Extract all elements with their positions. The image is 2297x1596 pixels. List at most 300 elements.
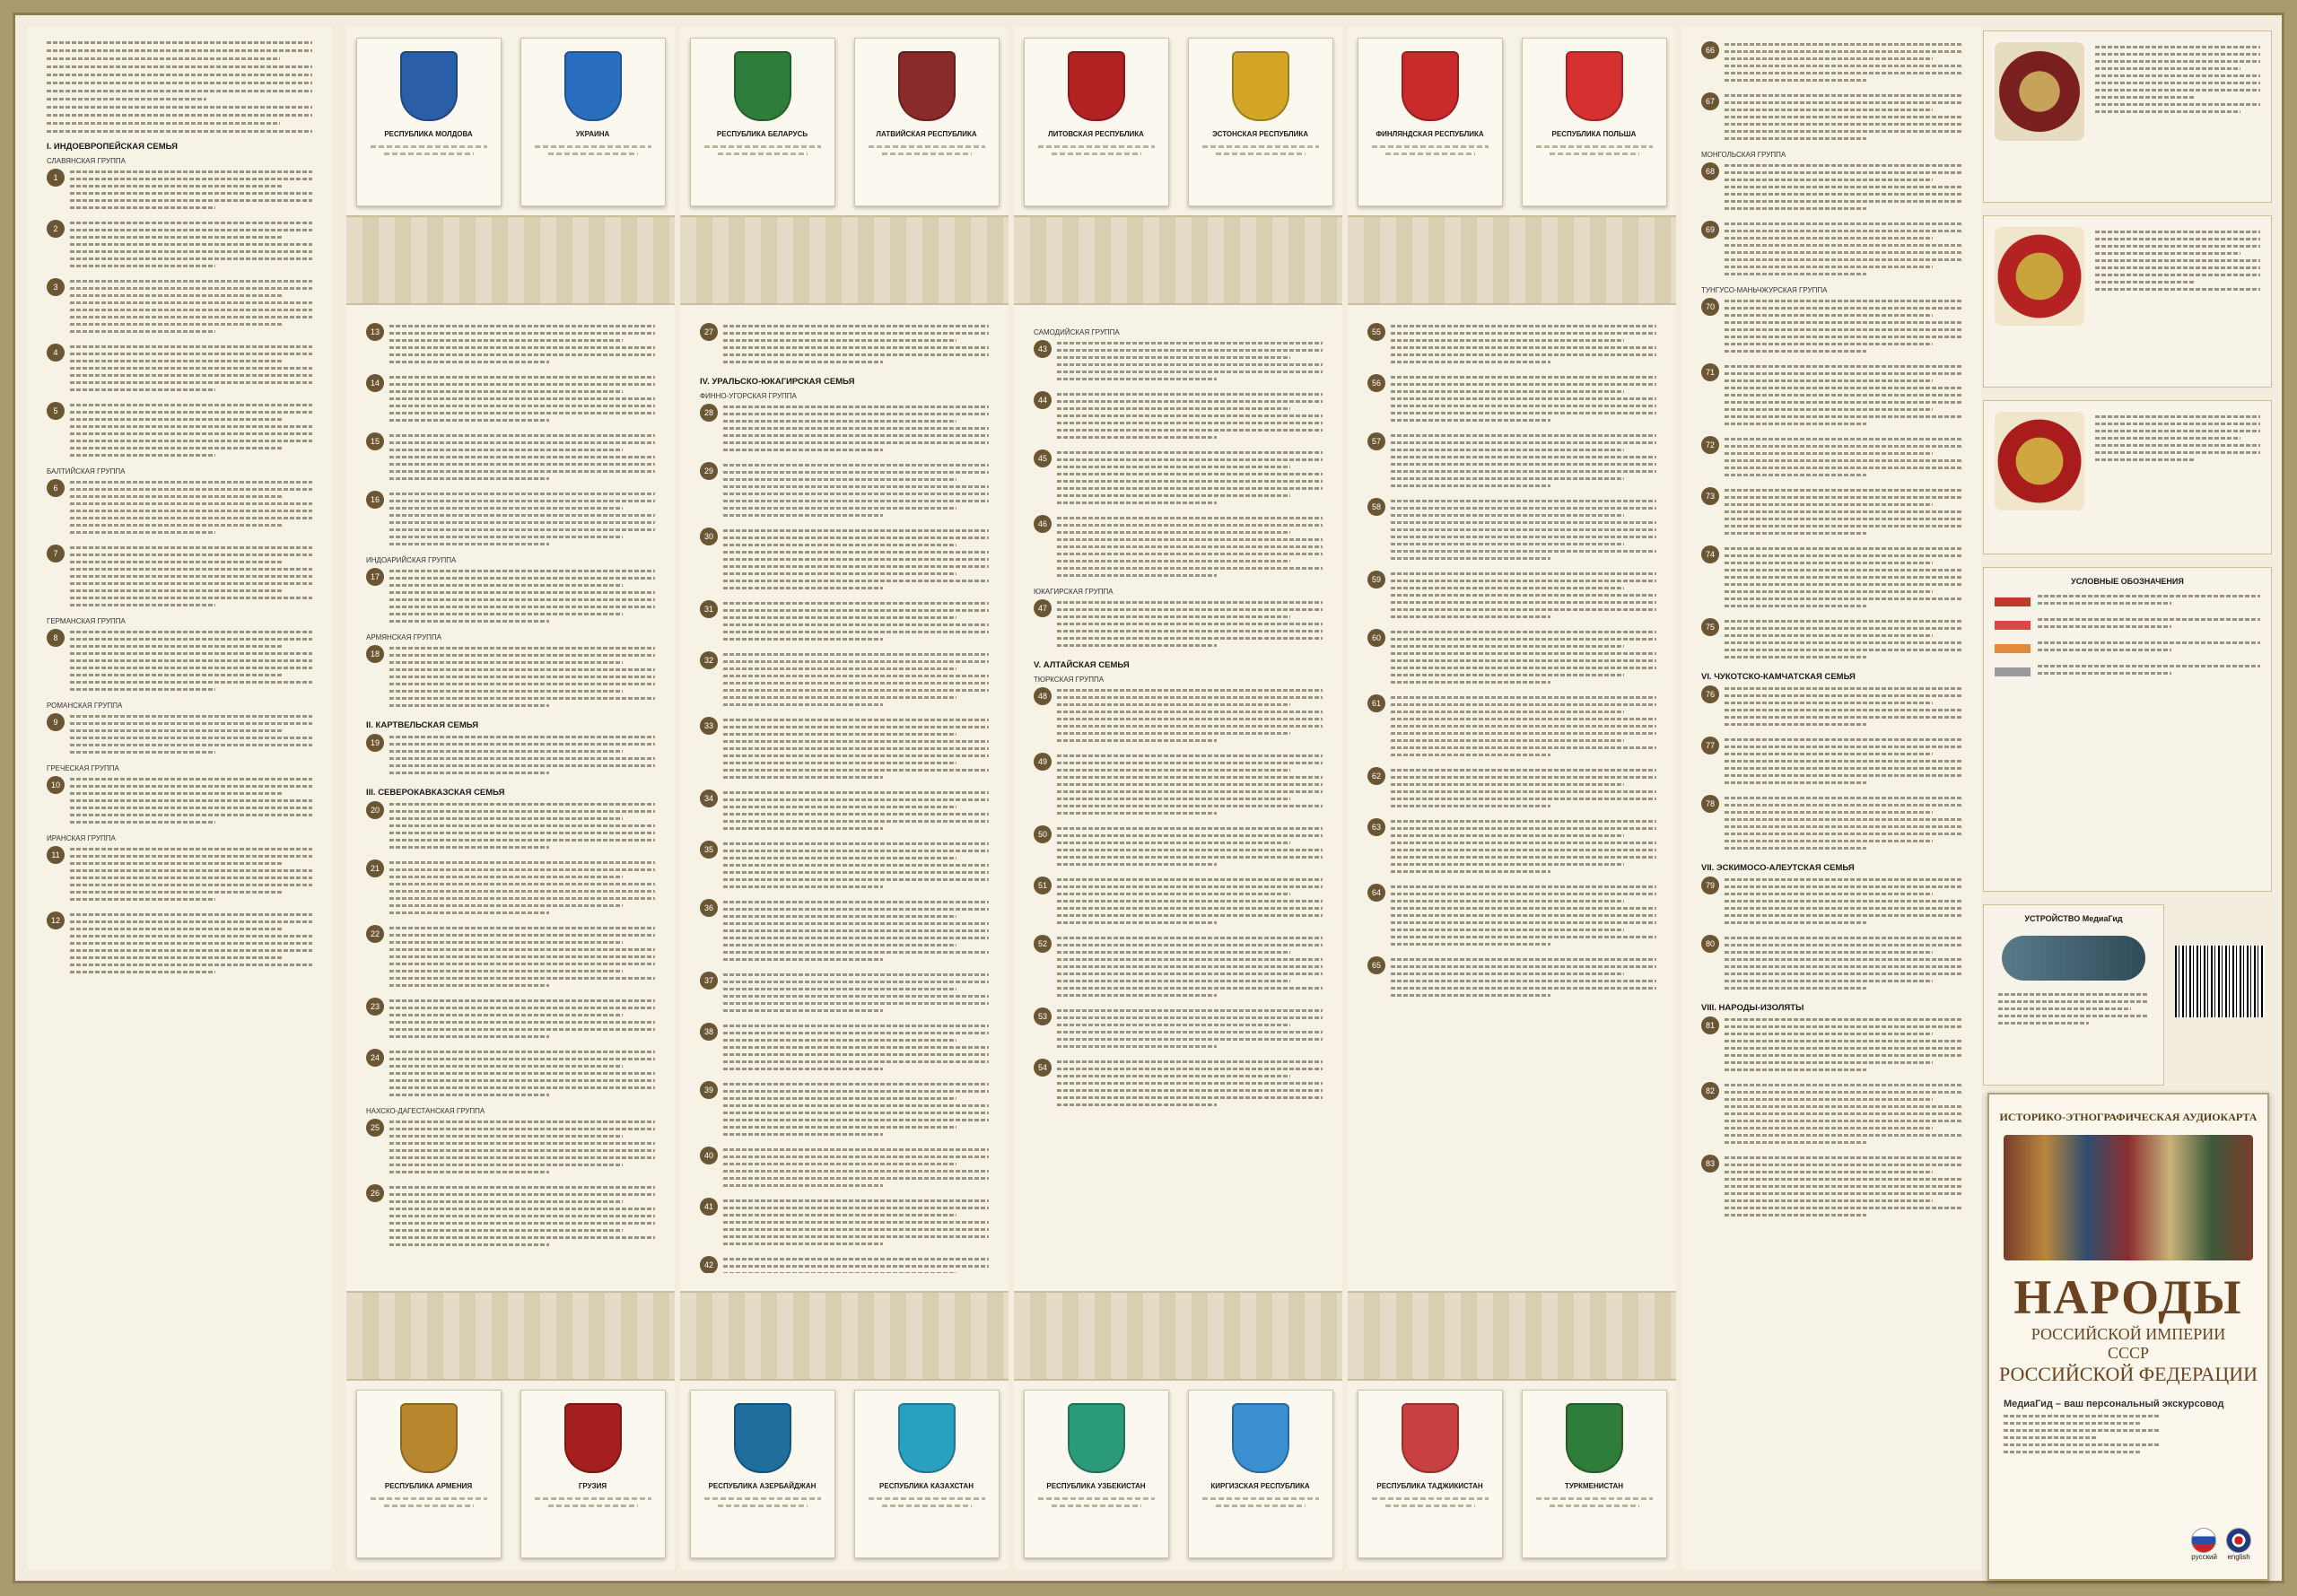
rf-emblem bbox=[1995, 412, 2084, 510]
group-heading: САМОДИЙСКАЯ ГРУППА bbox=[1034, 328, 1120, 336]
people-entry bbox=[47, 629, 312, 695]
people-number-marker[interactable]: 41 bbox=[700, 1198, 718, 1216]
people-number-marker[interactable]: 23 bbox=[366, 998, 384, 1016]
people-number-marker[interactable]: 76 bbox=[1701, 685, 1719, 703]
people-entry bbox=[47, 776, 312, 828]
people-number-marker[interactable]: 22 bbox=[366, 925, 384, 943]
people-entry bbox=[1034, 340, 1323, 385]
state-card[interactable] bbox=[520, 38, 666, 206]
people-number-marker[interactable]: 61 bbox=[1367, 694, 1385, 712]
legend-item bbox=[1995, 641, 2260, 656]
people-entry bbox=[1367, 956, 1656, 1001]
people-number-marker[interactable]: 21 bbox=[366, 859, 384, 877]
people-entry bbox=[700, 323, 989, 368]
cover-top-text: ИСТОРИКО-ЭТНОГРАФИЧЕСКАЯ АУДИОКАРТА bbox=[1999, 1111, 2258, 1123]
cover-subtitle-1: РОССИЙСКОЙ ИМПЕРИИ bbox=[2031, 1325, 2226, 1343]
state-card[interactable] bbox=[854, 1390, 1000, 1558]
state-name: КИРГИЗСКАЯ РЕСПУБЛИКА bbox=[1210, 1482, 1310, 1490]
group-heading: ИРАНСКАЯ ГРУППА bbox=[47, 834, 116, 842]
column-text bbox=[366, 323, 655, 1273]
section-heading: VIII. НАРОДЫ-ИЗОЛЯТЫ bbox=[1701, 1003, 1804, 1013]
people-entry bbox=[1701, 221, 1961, 280]
people-number-marker[interactable]: 49 bbox=[1034, 753, 1052, 771]
people-entry bbox=[366, 432, 655, 484]
people-entry bbox=[1701, 795, 1961, 854]
column-text bbox=[1367, 323, 1656, 1273]
people-number-marker[interactable]: 28 bbox=[700, 404, 718, 422]
people-entry bbox=[1367, 571, 1656, 623]
section-heading: II. КАРТВЕЛЬСКАЯ СЕМЬЯ bbox=[366, 720, 479, 730]
people-entry bbox=[47, 402, 312, 461]
people-number-marker[interactable]: 25 bbox=[366, 1119, 384, 1137]
state-emblem bbox=[1068, 1403, 1125, 1473]
legend-swatch bbox=[1995, 644, 2031, 653]
people-number-marker[interactable]: 82 bbox=[1701, 1082, 1719, 1100]
ornament-band bbox=[1014, 215, 1342, 305]
people-number-marker[interactable]: 9 bbox=[47, 713, 65, 731]
people-number-marker[interactable]: 10 bbox=[47, 776, 65, 794]
people-entry bbox=[1701, 1155, 1961, 1221]
people-number-marker[interactable]: 48 bbox=[1034, 687, 1052, 705]
people-number-marker[interactable]: 1 bbox=[47, 169, 65, 187]
legend-panel bbox=[1983, 567, 2272, 892]
state-card[interactable] bbox=[690, 38, 835, 206]
cards-top bbox=[346, 34, 675, 210]
people-number-marker[interactable]: 54 bbox=[1034, 1059, 1052, 1077]
people-number-marker[interactable]: 66 bbox=[1701, 41, 1719, 59]
people-number-marker[interactable]: 33 bbox=[700, 717, 718, 735]
people-entry bbox=[1367, 323, 1656, 368]
empire-emblem bbox=[1995, 42, 2084, 141]
people-entry bbox=[700, 404, 989, 456]
state-name: ГРУЗИЯ bbox=[578, 1482, 607, 1490]
device-title: УСТРОЙСТВО МедиаГид bbox=[2024, 914, 2123, 923]
people-entry bbox=[700, 899, 989, 965]
people-number-marker[interactable]: 37 bbox=[700, 972, 718, 990]
state-name: РЕСПУБЛИКА МОЛДОВА bbox=[384, 130, 473, 138]
people-number-marker[interactable]: 53 bbox=[1034, 1007, 1052, 1025]
state-card[interactable] bbox=[1024, 1390, 1169, 1558]
state-card[interactable] bbox=[1188, 1390, 1333, 1558]
people-entry bbox=[366, 374, 655, 426]
group-heading: БАЛТИЙСКАЯ ГРУППА bbox=[47, 467, 126, 475]
people-entry bbox=[700, 789, 989, 834]
people-number-marker[interactable]: 15 bbox=[366, 432, 384, 450]
cards-bottom bbox=[680, 1386, 1009, 1562]
people-entry bbox=[366, 859, 655, 919]
map-sheet bbox=[13, 13, 2284, 1583]
section-heading: IV. УРАЛЬСКО-ЮКАГИРСКАЯ СЕМЬЯ bbox=[700, 377, 855, 387]
state-emblem bbox=[734, 51, 791, 121]
people-number-marker[interactable]: 36 bbox=[700, 899, 718, 917]
state-name: ЛИТОВСКАЯ РЕСПУБЛИКА bbox=[1048, 130, 1144, 138]
column-3 bbox=[1014, 27, 1342, 1569]
people-entry bbox=[700, 1147, 989, 1191]
people-entry bbox=[1367, 694, 1656, 761]
people-number-marker[interactable]: 68 bbox=[1701, 162, 1719, 180]
people-entry bbox=[700, 841, 989, 893]
legend-swatch bbox=[1995, 621, 2031, 630]
people-number-marker[interactable]: 50 bbox=[1034, 825, 1052, 843]
people-entry bbox=[700, 462, 989, 521]
people-number-marker[interactable]: 52 bbox=[1034, 935, 1052, 953]
people-entry bbox=[1034, 687, 1323, 746]
people-entry bbox=[1034, 1059, 1323, 1111]
people-entry bbox=[700, 1023, 989, 1075]
state-emblem bbox=[1068, 51, 1125, 121]
people-entry bbox=[1034, 935, 1323, 1001]
state-emblem bbox=[1232, 51, 1289, 121]
people-entry bbox=[700, 717, 989, 783]
people-entry bbox=[1701, 1016, 1961, 1076]
cover-subtitle-2: СССР bbox=[2107, 1344, 2150, 1362]
people-entry bbox=[47, 713, 312, 758]
people-number-marker[interactable]: 57 bbox=[1367, 432, 1385, 450]
people-entry bbox=[47, 911, 312, 978]
people-entry bbox=[700, 972, 989, 1016]
group-heading: НАХСКО-ДАГЕСТАНСКАЯ ГРУППА bbox=[366, 1107, 485, 1115]
column-text bbox=[700, 323, 989, 1273]
state-card[interactable] bbox=[1024, 38, 1169, 206]
state-emblem bbox=[400, 51, 458, 121]
people-entry bbox=[366, 568, 655, 627]
group-heading: ФИННО-УГОРСКАЯ ГРУППА bbox=[700, 392, 797, 400]
people-entry bbox=[47, 846, 312, 905]
state-name: РЕСПУБЛИКА ПОЛЬША bbox=[1551, 130, 1637, 138]
people-entry bbox=[1367, 818, 1656, 877]
people-number-marker[interactable]: 46 bbox=[1034, 515, 1052, 533]
people-number-marker[interactable]: 27 bbox=[700, 323, 718, 341]
people-number-marker[interactable]: 17 bbox=[366, 568, 384, 586]
cover-media-heading: МедиаГид – ваш персональный экскурсовод bbox=[2004, 1399, 2224, 1409]
state-emblem bbox=[898, 1403, 956, 1473]
people-number-marker[interactable]: 47 bbox=[1034, 599, 1052, 617]
people-number-marker[interactable]: 77 bbox=[1701, 737, 1719, 754]
people-number-marker[interactable]: 34 bbox=[700, 789, 718, 807]
device-panel bbox=[1983, 904, 2164, 1086]
state-emblem bbox=[734, 1403, 791, 1473]
people-entry bbox=[1701, 545, 1961, 612]
people-number-marker[interactable]: 73 bbox=[1701, 487, 1719, 505]
people-number-marker[interactable]: 63 bbox=[1367, 818, 1385, 836]
people-entry bbox=[1701, 92, 1961, 144]
people-number-marker[interactable]: 43 bbox=[1034, 340, 1052, 358]
group-heading: ЮКАГИРСКАЯ ГРУППА bbox=[1034, 588, 1114, 596]
people-number-marker[interactable]: 83 bbox=[1701, 1155, 1719, 1173]
cards-top bbox=[1348, 34, 1676, 210]
group-heading: РОМАНСКАЯ ГРУППА bbox=[47, 702, 123, 710]
state-emblem bbox=[898, 51, 956, 121]
group-heading: МОНГОЛЬСКАЯ ГРУППА bbox=[1701, 151, 1786, 159]
column-1 bbox=[346, 27, 675, 1569]
people-entry bbox=[700, 1081, 989, 1140]
people-number-marker[interactable]: 70 bbox=[1701, 298, 1719, 316]
cover-title: НАРОДЫ bbox=[2013, 1270, 2243, 1324]
people-number-marker[interactable]: 35 bbox=[700, 841, 718, 859]
state-card[interactable] bbox=[1188, 38, 1333, 206]
cover-subtitle-3: РОССИЙСКОЙ ФЕДЕРАЦИИ bbox=[1998, 1363, 2258, 1385]
people-entry bbox=[47, 479, 312, 538]
people-entry bbox=[1701, 876, 1961, 929]
people-number-marker[interactable]: 2 bbox=[47, 220, 65, 238]
people-entry bbox=[1367, 498, 1656, 564]
people-entry bbox=[366, 323, 655, 368]
cards-bottom bbox=[1348, 1386, 1676, 1562]
people-entry bbox=[700, 1256, 989, 1273]
state-card[interactable] bbox=[1358, 38, 1503, 206]
state-emblem bbox=[1402, 51, 1459, 121]
people-entry bbox=[47, 545, 312, 611]
russian-flag-icon[interactable] bbox=[2191, 1528, 2216, 1553]
people-number-marker[interactable]: 38 bbox=[700, 1023, 718, 1041]
people-entry bbox=[366, 734, 655, 779]
state-card[interactable] bbox=[356, 1390, 502, 1558]
people-entry bbox=[1701, 737, 1961, 789]
people-number-marker[interactable]: 51 bbox=[1034, 876, 1052, 894]
people-entry bbox=[700, 600, 989, 645]
group-heading: СЛАВЯНСКАЯ ГРУППА bbox=[47, 157, 126, 165]
state-card[interactable] bbox=[1522, 1390, 1667, 1558]
cards-bottom bbox=[346, 1386, 675, 1562]
people-entry bbox=[1034, 449, 1323, 509]
people-entry bbox=[1034, 1007, 1323, 1052]
people-number-marker[interactable]: 19 bbox=[366, 734, 384, 752]
state-name: РЕСПУБЛИКА АЗЕРБАЙДЖАН bbox=[708, 1482, 817, 1490]
people-entry bbox=[1701, 363, 1961, 430]
people-entry bbox=[1701, 162, 1961, 214]
state-name: ТУРКМЕНИСТАН bbox=[1564, 1482, 1624, 1490]
section-heading: VI. ЧУКОТСКО-КАМЧАТСКАЯ СЕМЬЯ bbox=[1701, 672, 1856, 682]
group-heading: ГРЕЧЕСКАЯ ГРУППА bbox=[47, 764, 119, 772]
people-entry bbox=[366, 1184, 655, 1251]
cards-bottom bbox=[1014, 1386, 1342, 1562]
people-entry bbox=[1701, 41, 1961, 86]
people-number-marker[interactable]: 72 bbox=[1701, 436, 1719, 454]
people-entry bbox=[47, 278, 312, 337]
legend-item bbox=[1995, 618, 2260, 632]
people-entry bbox=[1367, 767, 1656, 812]
people-entry bbox=[366, 645, 655, 711]
people-entry bbox=[1034, 876, 1323, 929]
people-entry bbox=[366, 925, 655, 991]
group-heading: АРМЯНСКАЯ ГРУППА bbox=[366, 633, 441, 641]
people-entry bbox=[1034, 515, 1323, 581]
state-name: ЛАТВИЙСКАЯ РЕСПУБЛИКА bbox=[876, 130, 977, 138]
people-number-marker[interactable]: 4 bbox=[47, 344, 65, 362]
ornament-band bbox=[1348, 215, 1676, 305]
people-number-marker[interactable]: 14 bbox=[366, 374, 384, 392]
people-entry bbox=[700, 1198, 989, 1250]
people-number-marker[interactable]: 31 bbox=[700, 600, 718, 618]
people-number-marker[interactable]: 16 bbox=[366, 491, 384, 509]
people-number-marker[interactable]: 67 bbox=[1701, 92, 1719, 110]
legend-item bbox=[1995, 595, 2260, 609]
state-name: РЕСПУБЛИКА БЕЛАРУСЬ bbox=[716, 130, 808, 138]
people-number-marker[interactable]: 81 bbox=[1701, 1016, 1719, 1034]
english-flag-icon[interactable] bbox=[2226, 1528, 2251, 1553]
people-entry bbox=[366, 801, 655, 853]
people-entry bbox=[366, 491, 655, 550]
group-heading: ТУНГУСО-МАНЬЧЖУРСКАЯ ГРУППА bbox=[1701, 286, 1828, 294]
lang-label-en: english bbox=[2227, 1553, 2250, 1561]
people-entry bbox=[1367, 629, 1656, 688]
people-number-marker[interactable]: 39 bbox=[700, 1081, 718, 1099]
people-number-marker[interactable]: 78 bbox=[1701, 795, 1719, 813]
state-name: РЕСПУБЛИКА ТАДЖИКИСТАН bbox=[1376, 1482, 1483, 1490]
column-5 bbox=[1681, 27, 1981, 1569]
people-number-marker[interactable]: 60 bbox=[1367, 629, 1385, 647]
state-card[interactable] bbox=[1358, 1390, 1503, 1558]
people-number-marker[interactable]: 20 bbox=[366, 801, 384, 819]
state-card[interactable] bbox=[356, 38, 502, 206]
people-entry bbox=[1701, 436, 1961, 481]
people-number-marker[interactable]: 58 bbox=[1367, 498, 1385, 516]
people-entry bbox=[366, 1049, 655, 1101]
group-heading: ТЮРКСКАЯ ГРУППА bbox=[1034, 676, 1105, 684]
barcode bbox=[2175, 946, 2265, 1017]
state-emblem bbox=[1402, 1403, 1459, 1473]
state-name: РЕСПУБЛИКА АРМЕНИЯ bbox=[384, 1482, 473, 1490]
people-number-marker[interactable]: 65 bbox=[1367, 956, 1385, 974]
people-entry bbox=[1701, 1082, 1961, 1148]
legend-item bbox=[1995, 665, 2260, 679]
legend-title: УСЛОВНЫЕ ОБОЗНАЧЕНИЯ bbox=[2071, 577, 2184, 586]
state-emblem bbox=[564, 1403, 622, 1473]
legend-rows bbox=[1984, 595, 2271, 679]
column-2 bbox=[680, 27, 1009, 1569]
state-card[interactable] bbox=[854, 38, 1000, 206]
lang-label-ru: русский bbox=[2191, 1553, 2217, 1561]
people-number-marker[interactable]: 74 bbox=[1701, 545, 1719, 563]
state-emblem bbox=[1566, 51, 1623, 121]
ornament-band bbox=[680, 215, 1009, 305]
cover-people-illustration bbox=[2004, 1135, 2253, 1260]
state-emblem bbox=[1566, 1403, 1623, 1473]
group-heading: ИНДОАРИЙСКАЯ ГРУППА bbox=[366, 556, 457, 564]
people-entry bbox=[1701, 487, 1961, 539]
people-entry bbox=[1034, 753, 1323, 819]
people-number-marker[interactable]: 7 bbox=[47, 545, 65, 563]
people-entry bbox=[700, 528, 989, 594]
people-number-marker[interactable]: 18 bbox=[366, 645, 384, 663]
rf-panel bbox=[1983, 400, 2272, 554]
people-number-marker[interactable]: 29 bbox=[700, 462, 718, 480]
column-intro bbox=[27, 27, 332, 1569]
people-entry bbox=[47, 220, 312, 272]
legend-swatch bbox=[1995, 597, 2031, 606]
legend-swatch bbox=[1995, 667, 2031, 676]
people-number-marker[interactable]: 8 bbox=[47, 629, 65, 647]
people-number-marker[interactable]: 3 bbox=[47, 278, 65, 296]
people-number-marker[interactable]: 80 bbox=[1701, 935, 1719, 953]
people-entry bbox=[1034, 825, 1323, 870]
ussr-panel bbox=[1983, 215, 2272, 388]
ornament-band bbox=[346, 215, 675, 305]
people-number-marker[interactable]: 79 bbox=[1701, 876, 1719, 894]
people-entry bbox=[47, 169, 312, 214]
people-entry bbox=[1034, 391, 1323, 443]
people-entry bbox=[700, 651, 989, 711]
column-4 bbox=[1348, 27, 1676, 1569]
people-entry bbox=[1701, 935, 1961, 994]
people-entry bbox=[1367, 432, 1656, 492]
cards-top bbox=[680, 34, 1009, 210]
people-number-marker[interactable]: 26 bbox=[366, 1184, 384, 1202]
intro-text bbox=[47, 41, 312, 1555]
section-heading: I. ИНДОЕВРОПЕЙСКАЯ СЕМЬЯ bbox=[47, 142, 178, 152]
state-emblem bbox=[564, 51, 622, 121]
state-emblem bbox=[1232, 1403, 1289, 1473]
people-entry bbox=[366, 1119, 655, 1178]
people-number-marker[interactable]: 45 bbox=[1034, 449, 1052, 467]
group-heading: ГЕРМАНСКАЯ ГРУППА bbox=[47, 617, 126, 625]
column-text bbox=[1034, 323, 1323, 1273]
people-number-marker[interactable]: 69 bbox=[1701, 221, 1719, 239]
language-flags bbox=[2191, 1528, 2251, 1561]
people-number-marker[interactable]: 71 bbox=[1701, 363, 1719, 381]
people-entry bbox=[47, 344, 312, 396]
people-entry bbox=[1701, 618, 1961, 663]
ornament-band bbox=[1014, 1291, 1342, 1381]
state-card[interactable] bbox=[690, 1390, 835, 1558]
state-card[interactable] bbox=[1522, 38, 1667, 206]
state-name: ФИНЛЯНДСКАЯ РЕСПУБЛИКА bbox=[1376, 130, 1484, 138]
people-number-marker[interactable]: 5 bbox=[47, 402, 65, 420]
device-image bbox=[2002, 936, 2145, 981]
people-number-marker[interactable]: 75 bbox=[1701, 618, 1719, 636]
people-entry bbox=[1034, 599, 1323, 651]
people-number-marker[interactable]: 40 bbox=[700, 1147, 718, 1164]
state-name: РЕСПУБЛИКА УЗБЕКИСТАН bbox=[1046, 1482, 1146, 1490]
people-number-marker[interactable]: 11 bbox=[47, 846, 65, 864]
state-name: ЭСТОНСКАЯ РЕСПУБЛИКА bbox=[1211, 130, 1309, 138]
people-number-marker[interactable]: 59 bbox=[1367, 571, 1385, 589]
people-number-marker[interactable]: 44 bbox=[1034, 391, 1052, 409]
section-heading: VII. ЭСКИМОСО-АЛЕУТСКАЯ СЕМЬЯ bbox=[1701, 863, 1855, 873]
people-entry bbox=[1701, 685, 1961, 730]
people-number-marker[interactable]: 24 bbox=[366, 1049, 384, 1067]
state-card[interactable] bbox=[520, 1390, 666, 1558]
people-entry bbox=[366, 998, 655, 1042]
people-number-marker[interactable]: 32 bbox=[700, 651, 718, 669]
column-text bbox=[1701, 41, 1961, 1555]
intro-paragraph bbox=[47, 41, 312, 133]
people-entry bbox=[1367, 374, 1656, 426]
people-number-marker[interactable]: 6 bbox=[47, 479, 65, 497]
cover-panel bbox=[1987, 1093, 2269, 1581]
people-number-marker[interactable]: 55 bbox=[1367, 323, 1385, 341]
ornament-band bbox=[1348, 1291, 1676, 1381]
people-number-marker[interactable]: 13 bbox=[366, 323, 384, 341]
empire-panel bbox=[1983, 31, 2272, 203]
left-sections bbox=[47, 142, 312, 978]
people-number-marker[interactable]: 56 bbox=[1367, 374, 1385, 392]
cards-top bbox=[1014, 34, 1342, 210]
people-number-marker[interactable]: 64 bbox=[1367, 884, 1385, 902]
ornament-band bbox=[680, 1291, 1009, 1381]
people-number-marker[interactable]: 12 bbox=[47, 911, 65, 929]
people-entry bbox=[1701, 298, 1961, 357]
section-heading: III. СЕВЕРОКАВКАЗСКАЯ СЕМЬЯ bbox=[366, 788, 505, 798]
people-number-marker[interactable]: 30 bbox=[700, 528, 718, 545]
people-entry bbox=[1367, 884, 1656, 950]
state-emblem bbox=[400, 1403, 458, 1473]
state-name: УКРАИНА bbox=[575, 130, 610, 138]
people-number-marker[interactable]: 42 bbox=[700, 1256, 718, 1273]
ussr-emblem bbox=[1995, 227, 2084, 326]
people-number-marker[interactable]: 62 bbox=[1367, 767, 1385, 785]
state-name: РЕСПУБЛИКА КАЗАХСТАН bbox=[879, 1482, 974, 1490]
